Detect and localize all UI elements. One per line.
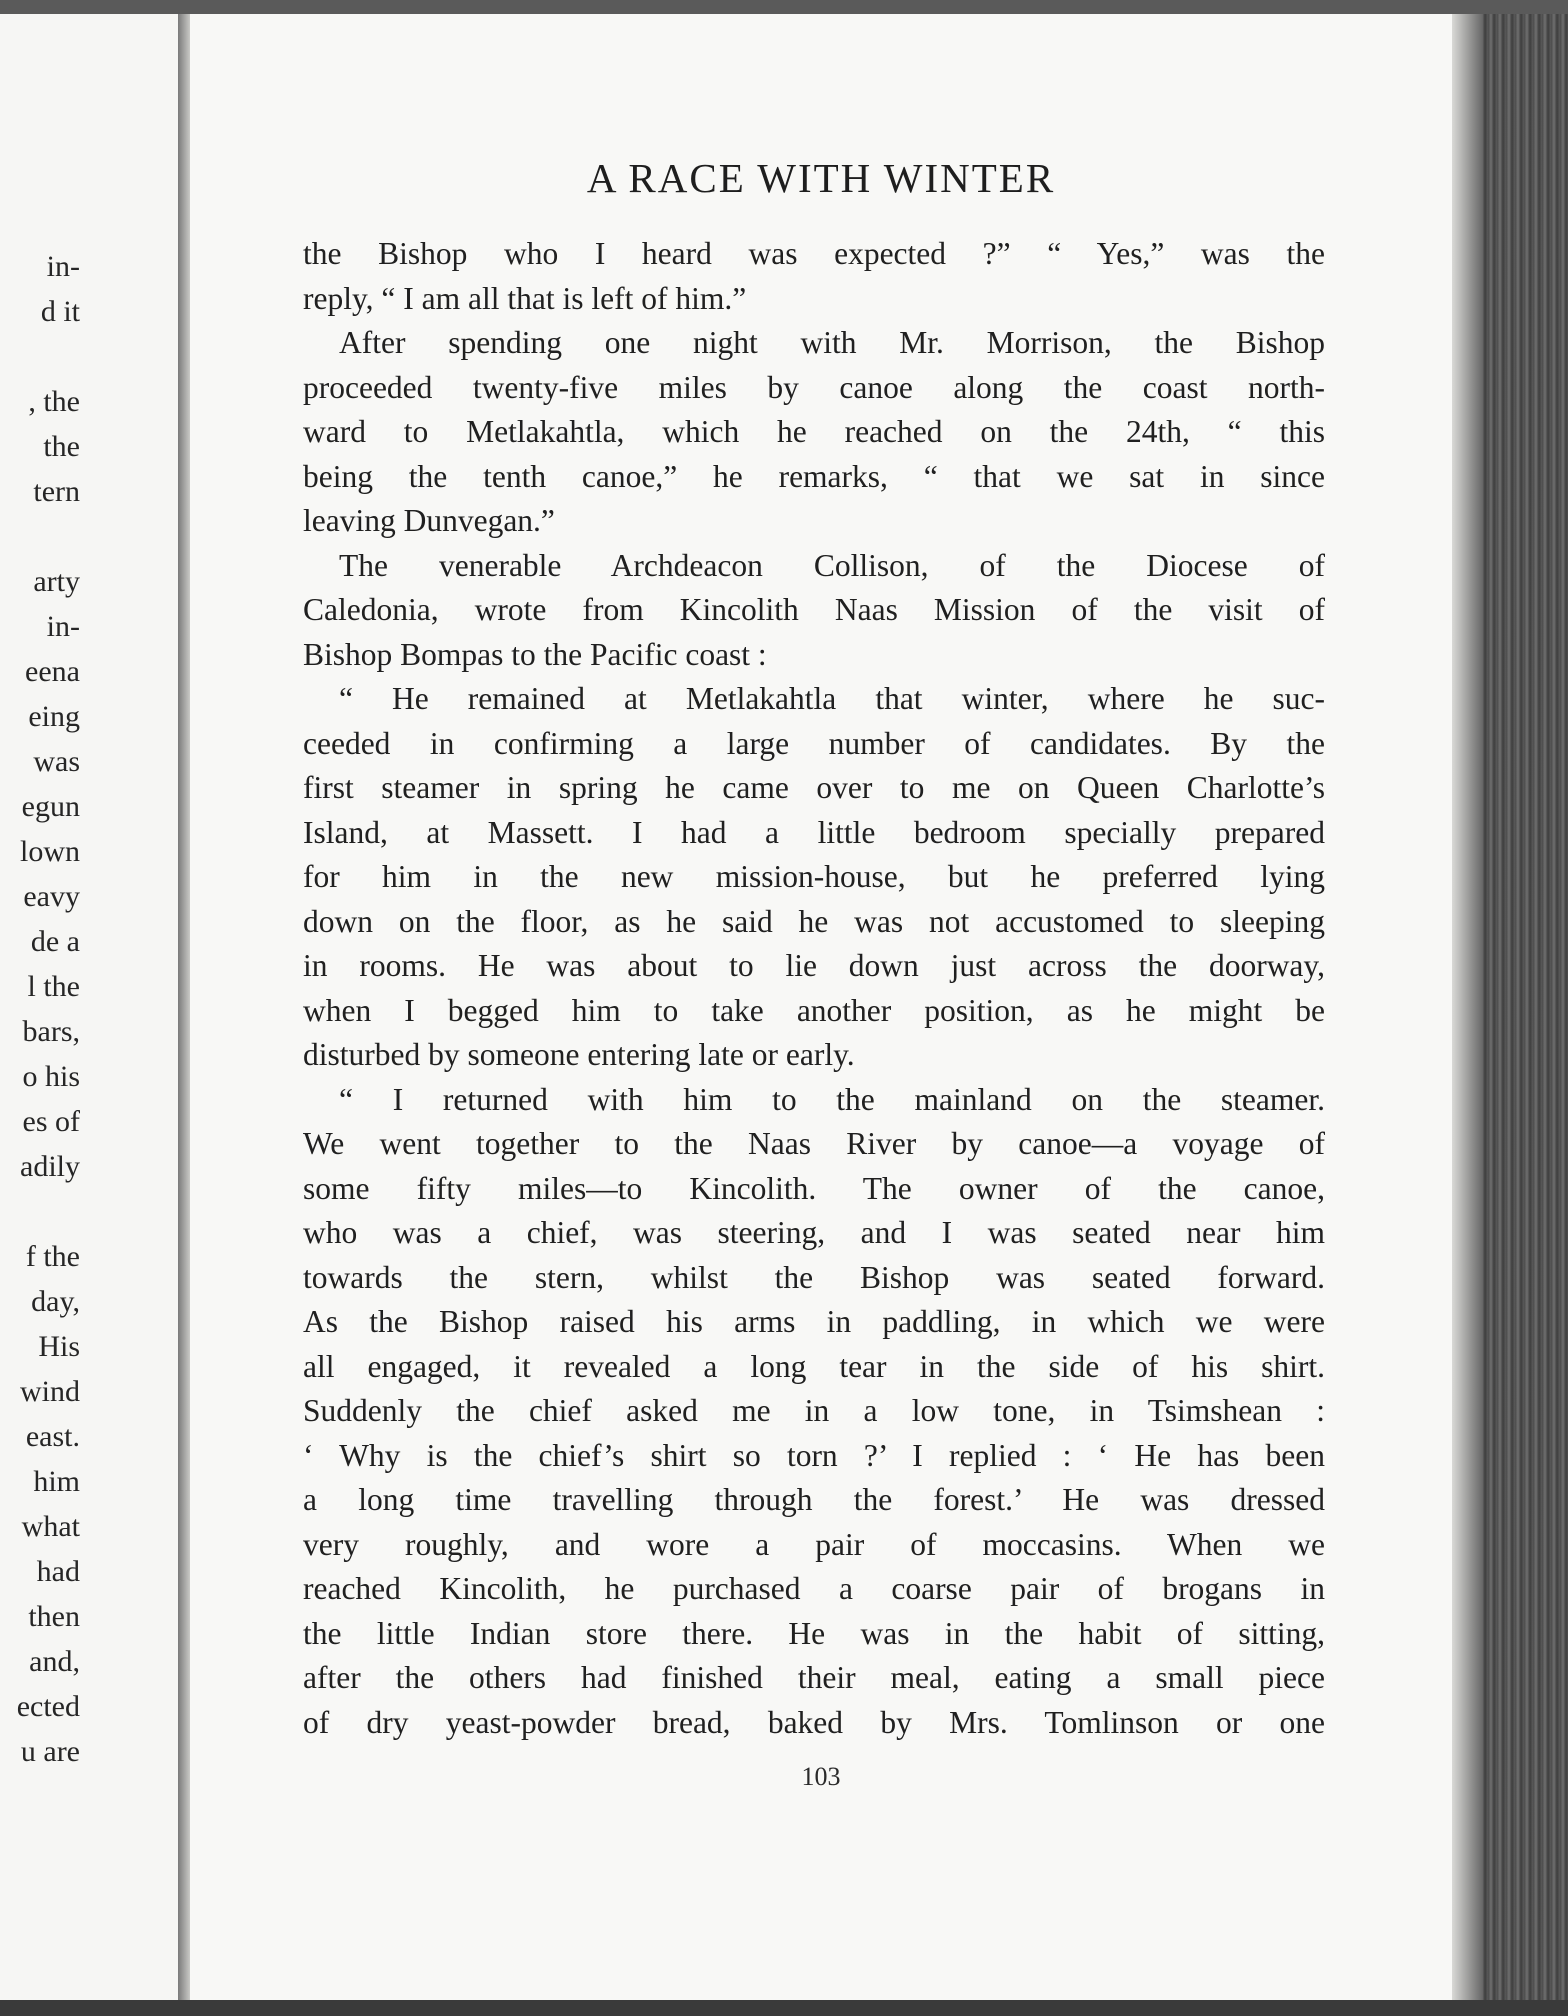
book-gutter (178, 14, 190, 2002)
text-line: Suddenly the chief asked me in a low tone, in Tsimshean : (303, 1393, 1325, 1428)
left-page-fragment: l the (27, 970, 80, 1003)
left-page-fragment: u are (20, 1735, 80, 1768)
left-page-fragment: what (21, 1510, 80, 1543)
left-page-fragment: eing (28, 700, 80, 733)
text-line: first steamer in spring he came over to me on Queen Charlotte’s (303, 770, 1325, 805)
left-page (0, 14, 178, 2002)
left-page-fragment: and, (29, 1645, 80, 1678)
left-page-fragment: , the (28, 385, 80, 418)
text-line: some fifty miles—to Kincolith. The owner of the canoe, (303, 1170, 1325, 1206)
left-page-fragment: egun (21, 790, 80, 823)
text-line: As the Bishop raised his arms in paddling, in which we were (303, 1304, 1325, 1339)
text-line: for him in the new mission-house, but he preferred lying (303, 859, 1325, 894)
left-page-fragment: in- (46, 610, 80, 643)
left-page-fragment: bars, (22, 1015, 80, 1048)
text-line: reply, “ I am all that is left of him.” (303, 280, 747, 316)
left-page-fragment: o his (22, 1060, 80, 1093)
left-page-fragment: east. (25, 1420, 80, 1453)
text-line: reached Kincolith, he purchased a coarse pair of brogans in (303, 1571, 1325, 1606)
text-line: We went together to the Naas River by canoe—a voyage of (303, 1126, 1325, 1161)
text-line: disturbed by someone entering late or early. (303, 1037, 855, 1072)
left-page-fragment: then (28, 1600, 80, 1633)
text-line: being the tenth canoe,” he remarks, “ that we sat in since (303, 458, 1325, 494)
left-page-fragment: tern (33, 475, 80, 508)
page-edge-shadow (1452, 14, 1482, 2002)
left-page-fragment: eavy (23, 880, 80, 913)
text-line: ‘ Why is the chief’s shirt so torn ?’ I replied : ‘ He has been (303, 1437, 1325, 1473)
left-page-fragment: de a (30, 925, 80, 958)
left-page-fragment: him (33, 1465, 80, 1498)
text-line: Island, at Massett. I had a little bedroom specially prepared (303, 814, 1325, 850)
text-line: of dry yeast-powder bread, baked by Mrs. Tomlinson or one (303, 1704, 1325, 1740)
text-line: after the others had finished their meal, eating a small piece (303, 1660, 1325, 1695)
page-number: 103 (801, 1762, 841, 1791)
text-line: leaving Dunvegan.” (303, 503, 555, 538)
text-line: in rooms. He was about to lie down just across the doorway, (303, 948, 1325, 983)
text-line: towards the stern, whilst the Bishop was seated forward. (303, 1259, 1325, 1295)
text-line: all engaged, it revealed a long tear in the side of his shirt. (303, 1348, 1325, 1384)
left-page-fragment: the (43, 430, 80, 463)
left-page-fragment: f the (25, 1240, 80, 1273)
left-page-fragment: arty (33, 565, 80, 598)
left-page-fragment: was (33, 745, 80, 778)
text-line: “ He remained at Metlakahtla that winter, where he suc- (339, 681, 1325, 716)
left-page-fragment: eena (25, 655, 80, 688)
text-line: ward to Metlakahtla, which he reached on the 24th, “ this (303, 414, 1325, 449)
left-page-fragment: had (36, 1555, 80, 1588)
text-line: the Bishop who I heard was expected ?” “ Yes,” was the (303, 236, 1325, 271)
text-line: when I begged him to take another position, as he might be (303, 992, 1325, 1028)
left-page-fragment: day, (31, 1285, 80, 1318)
page-body (303, 232, 1325, 1745)
text-line: very roughly, and wore a pair of moccasins. When we (303, 1526, 1325, 1562)
left-page-fragment: adily (20, 1150, 80, 1183)
text-line: ceeded in confirming a large number of candidates. By the (303, 725, 1325, 761)
text-line: Bishop Bompas to the Pacific coast : (303, 636, 767, 672)
running-head: A RACE WITH WINTER (586, 155, 1056, 201)
text-line: After spending one night with Mr. Morrison, the Bishop (339, 325, 1325, 360)
left-page-fragment: wind (20, 1375, 80, 1408)
left-page-fragment: lown (20, 835, 80, 868)
text-line: Caledonia, wrote from Kincolith Naas Mission of the visit of (303, 592, 1325, 627)
right-page (190, 14, 1452, 2002)
left-page-fragment: ected (16, 1690, 80, 1723)
scan-bottom-edge (0, 2000, 1568, 2016)
text-line: a long time travelling through the forest.’ He was dressed (303, 1482, 1325, 1517)
left-page-fragment: in- (46, 250, 80, 283)
text-line: proceeded twenty-five miles by canoe along the coast north- (303, 369, 1325, 405)
left-page-fragment: d it (40, 295, 80, 328)
text-line: down on the floor, as he said he was not accustomed to sleeping (303, 903, 1325, 939)
text-line: who was a chief, was steering, and I was seated near him (303, 1215, 1325, 1250)
text-line: The venerable Archdeacon Collison, of the Diocese of (339, 547, 1325, 583)
text-line: “ I returned with him to the mainland on the steamer. (339, 1081, 1325, 1117)
text-line: the little Indian store there. He was in the habit of sitting, (303, 1615, 1325, 1651)
left-page-fragment: His (38, 1330, 80, 1363)
left-page-fragment: es of (22, 1105, 80, 1138)
